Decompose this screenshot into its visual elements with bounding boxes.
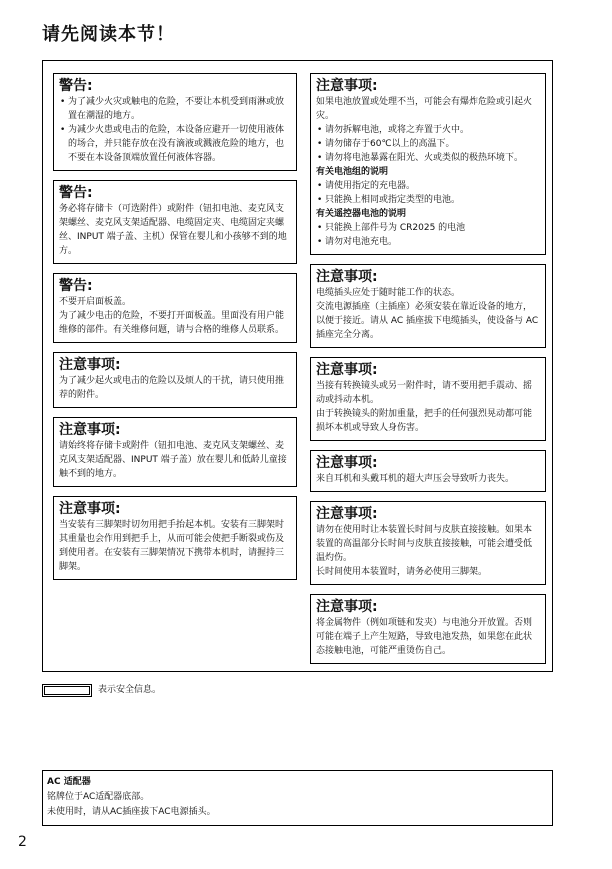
notice-title: 警告:	[59, 78, 93, 94]
notice-subheading: 有关电池组的说明	[316, 167, 389, 177]
left-notice-box	[53, 417, 297, 487]
notice-text: 不要开启面板盖。	[59, 297, 132, 307]
safety-box-swatch	[44, 686, 90, 695]
ac-adapter-line: 未使用时，请从AC插座拔下AC电源插头。	[47, 807, 216, 817]
notice-text: 由于转换镜头的附加重量，把手的任何强烈晃动都可能损坏本机或导致人身伤害。	[316, 409, 533, 433]
notice-bullet: • 为了减少火灾或触电的危险，不要让本机受到雨淋或放置在潮湿的地方。	[59, 95, 291, 123]
notice-text: 请勿在使用时让本装置长时间与皮肤直接接触。如果本装置的高温部分长时间与皮肤直接接触，可能会遭受低温灼伤。	[316, 525, 533, 563]
legend	[42, 684, 161, 696]
right-notice-box	[310, 73, 546, 255]
notice-bullet: • 请勿将电池暴露在阳光、火或类似的极热环境下。	[316, 151, 540, 165]
notice-text: 来自耳机和头戴耳机的超大声压会导致听力丧失。	[316, 474, 515, 484]
right-notice-box	[310, 357, 546, 441]
notice-bullet: • 请勿对电池充电。	[316, 235, 540, 249]
notice-text: 当接有转换镜头或另一附件时，请不要用把手震动、摇动或抖动本机。	[316, 381, 533, 405]
page-title: 请先阅读本节！	[42, 24, 175, 45]
notice-text: 电缆插头应处于随时能工作的状态。	[316, 288, 461, 298]
notice-title: 注意事项:	[316, 455, 378, 471]
right-notice-box	[310, 594, 546, 664]
ac-adapter-line: 铭牌位于AC适配器底部。	[47, 792, 150, 802]
notice-text: 当安装有三脚架时切勿用把手抬起本机。安装有三脚架时其重量也会作用到把手上，从而可能会使把手断裂或伤及到使用者。在安装有三脚架情况下携带本机时，请握持三脚架。	[59, 520, 285, 572]
notice-title: 注意事项:	[316, 599, 378, 615]
notice-title: 注意事项:	[316, 506, 378, 522]
left-notice-box	[53, 352, 297, 408]
notice-bullet: • 请勿拆解电池，或将之弃置于火中。	[316, 123, 540, 137]
notice-bullet: • 只能换上相同或指定类型的电池。	[316, 193, 540, 207]
notice-text: 长时间使用本装置时，请务必使用三脚架。	[316, 567, 488, 577]
notice-text: 为了减少电击的危险，不要打开面板盖。里面没有用户能维修的部件。有关维修问题，请与合格的维修人员联系。	[59, 311, 285, 335]
notice-text: 将金属物件（例如项链和发夹）与电池分开放置。否则可能在端子上产生短路，导致电池发热，如果您在此状态接触电池，可能严重烫伤自己。	[316, 618, 533, 656]
notice-title: 注意事项:	[316, 78, 378, 94]
left-column	[53, 73, 297, 589]
notice-subheading: 有关遥控器电池的说明	[316, 209, 407, 219]
notice-title: 注意事项:	[59, 357, 121, 373]
notice-bullet: • 为减少火患或电击的危险，本设备应避开一切使用液体的场合，并只能存放在没有滴液或溅液危险的地方，也不要在本设备顶端放置任何液体容器。	[59, 123, 291, 165]
notice-title: 警告:	[59, 185, 93, 201]
notice-text: 如果电池放置或处理不当，可能会有爆炸危险或引起火灾。	[316, 97, 533, 121]
ac-adapter-title: AC 适配器	[47, 777, 91, 787]
right-notice-box	[310, 450, 546, 492]
left-notice-box	[53, 180, 297, 264]
legend-text: 表示安全信息。	[98, 685, 162, 695]
notice-text: 交流电源插座（主插座）必须安装在靠近设备的地方，以便于接近。请从 AC 插座拔下电缆插头，使设备与 AC 插座完全分离。	[316, 302, 539, 340]
right-notice-box	[310, 264, 546, 348]
left-notice-box	[53, 273, 297, 343]
notice-text: 请始终将存储卡或附件（钮扣电池、麦克风支架螺丝、麦克风支架适配器、INPUT 端子盖）放在婴儿和低龄儿童接触不到的地方。	[59, 441, 287, 479]
notice-bullet: • 请使用指定的充电器。	[316, 179, 540, 193]
page-number: 2	[18, 834, 27, 850]
notice-text: 为了减少起火或电击的危险以及烦人的干扰，请只使用推荐的附件。	[59, 376, 285, 400]
left-notice-box	[53, 73, 297, 171]
notice-title: 警告:	[59, 278, 93, 294]
notice-bullet: • 请勿储存于60℃以上的高温下。	[316, 137, 540, 151]
notice-title: 注意事项:	[316, 362, 378, 378]
notice-title: 注意事项:	[59, 501, 121, 517]
notice-title: 注意事项:	[316, 269, 378, 285]
notice-title: 注意事项:	[59, 422, 121, 438]
right-column	[310, 73, 546, 673]
ac-adapter-box	[42, 770, 553, 826]
left-notice-box	[53, 496, 297, 580]
notice-text: 务必将存储卡（可选附件）或附件（钮扣电池、麦克风支架螺丝、麦克风支架适配器、电缆固定夹、电缆固定夹螺丝、INPUT 端子盖、主机）保管在婴儿和小孩够不到的地方。	[59, 204, 287, 256]
notice-bullet: • 只能换上部件号为 CR2025 的电池	[316, 221, 540, 235]
right-notice-box	[310, 501, 546, 585]
